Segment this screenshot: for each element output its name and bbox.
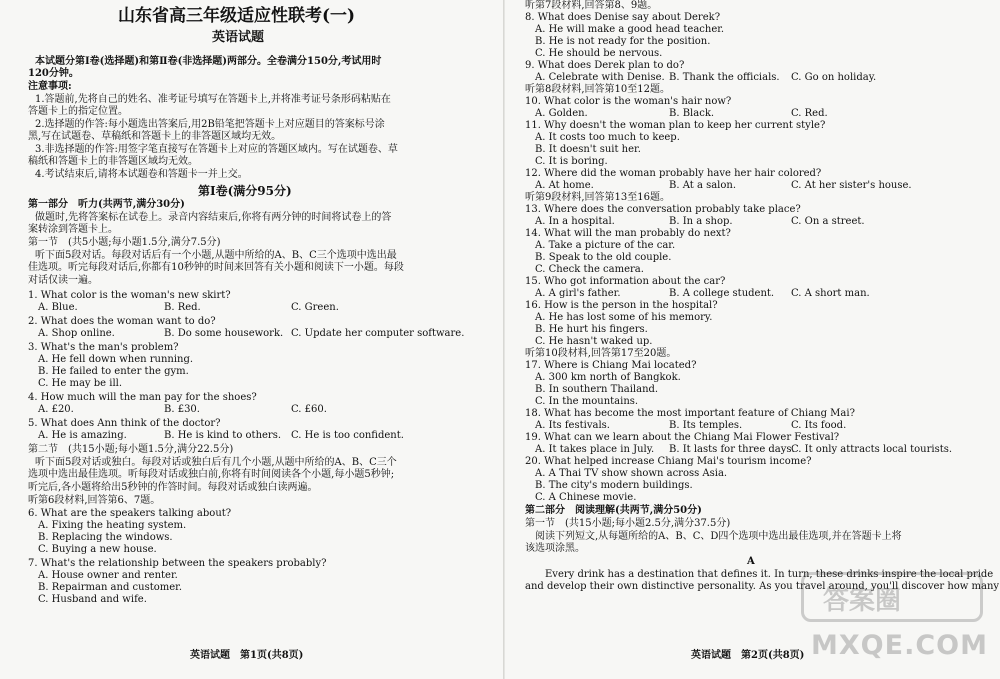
section2-text: 听完后,各小题将给出5秒钟的作答时间。每段对话或独白读两遍。 — [28, 482, 318, 493]
answer-option: C. It is boring. — [535, 156, 608, 167]
answer-option: B. He hurt his fingers. — [535, 324, 648, 335]
answer-option: C. Its food. — [791, 420, 847, 431]
answer-option: C. Red. — [791, 108, 828, 119]
answer-option: A. A Thai TV show shown across Asia. — [535, 468, 728, 479]
material-heading: 听第7段材料,回答第8、9题。 — [525, 0, 658, 11]
answer-option: B. £30. — [164, 404, 200, 415]
question-stem: 1. What color is the woman's new skirt? — [28, 290, 231, 301]
notice-heading: 注意事项: — [28, 81, 72, 92]
intro-line: 本试题分第Ⅰ卷(选择题)和第Ⅱ卷(非选择题)两部分。全卷满分150分,考试用时 — [35, 56, 382, 67]
answer-option: B. Thank the officials. — [669, 72, 780, 83]
answer-option: A. It takes place in July. — [535, 444, 655, 455]
answer-option: A. Its festivals. — [535, 420, 610, 431]
watermark-logo: 答案圈 — [823, 586, 902, 616]
answer-option: A. At home. — [535, 180, 594, 191]
answer-option: A. House owner and renter. — [38, 570, 178, 581]
question-stem: 18. What has become the most important feature of Chiang Mai? — [525, 408, 855, 419]
section2-text: 听下面5段对话或独白。每段对话或独白后有几个小题,从题中所给的A、B、C三个 — [35, 457, 397, 468]
answer-option: A. It costs too much to keep. — [535, 132, 680, 143]
answer-option: B. At a salon. — [669, 180, 737, 191]
notice-line: 4.考试结束后,请将本试题卷和答题卡一并上交。 — [35, 169, 248, 180]
answer-option: B. Do some housework. — [164, 328, 284, 339]
watermark-url: MXQE.COM — [811, 630, 988, 661]
material-heading: 听第8段材料,回答第10至12题。 — [525, 84, 670, 95]
answer-option: B. Replacing the windows. — [38, 532, 173, 543]
part1-heading: 第一部分 听力(共两节,满分30分) — [28, 199, 185, 210]
answer-option: C. He may be ill. — [38, 378, 123, 389]
section1-heading: 第一节 (共5小题;每小题1.5分,满分7.5分) — [28, 237, 221, 248]
answer-option: B. Its temples. — [669, 420, 743, 431]
section1-text: 对话仅读一遍。 — [28, 275, 98, 286]
material-heading: 听第9段材料,回答第13至16题。 — [525, 192, 670, 203]
notice-line: 1.答题前,先将自己的姓名、准考证号填写在答题卡上,并将准考证号条形码粘贴在 — [35, 94, 391, 105]
question-stem: 16. How is the person in the hospital? — [525, 300, 718, 311]
question-stem: 20. What helped increase Chiang Mai's tourism income? — [525, 456, 812, 467]
question-stem: 11. Why doesn't the woman plan to keep her current style? — [525, 120, 826, 131]
answer-option: A. He has lost some of his memory. — [535, 312, 713, 323]
passage-label: A — [747, 556, 755, 567]
answer-option: A. Fixing the heating system. — [38, 520, 187, 531]
notice-line: 答题卡上的指定位置。 — [28, 106, 128, 117]
answer-option: B. A college student. — [669, 288, 775, 299]
page-footer: 英语试题 第2页(共8页) — [691, 650, 805, 661]
answer-option: A. In a hospital. — [535, 216, 615, 227]
part2-heading: 第二部分 阅读理解(共两节,满分50分) — [525, 505, 702, 516]
answer-option: A. Celebrate with Denise. — [535, 72, 665, 83]
question-stem: 3. What's the man's problem? — [28, 342, 179, 353]
part2-text: 阅读下列短文,从每题所给的A、B、C、D四个选项中选出最佳选项,并在答题卡上将 — [535, 531, 902, 542]
question-stem: 9. What does Derek plan to do? — [525, 60, 685, 71]
page-footer: 英语试题 第1页(共8页) — [190, 650, 304, 661]
section1-text: 佳选项。听完每段对话后,你都有10秒钟的时间来回答有关小题和阅读下一小题。每段 — [28, 262, 404, 273]
question-stem: 7. What's the relationship between the speakers probably? — [28, 558, 327, 569]
exam-title: 山东省高三年级适应性联考(一) — [118, 6, 356, 26]
answer-option: A. He will make a good head teacher. — [535, 24, 725, 35]
question-stem: 2. What does the woman want to do? — [28, 316, 216, 327]
answer-option: C. A Chinese movie. — [535, 492, 637, 503]
question-stem: 8. What does Denise say about Derek? — [525, 12, 721, 23]
answer-option: C. It only attracts local tourists. — [791, 444, 953, 455]
question-stem: 14. What will the man probably do next? — [525, 228, 731, 239]
answer-option: C. £60. — [291, 404, 327, 415]
part1-text: 案转涂到答题卡上。 — [28, 224, 118, 235]
answer-option: B. Repairman and customer. — [38, 582, 183, 593]
answer-option: B. It doesn't suit her. — [535, 144, 641, 155]
answer-option: C. He should be nervous. — [535, 48, 663, 59]
answer-option: C. Check the camera. — [535, 264, 644, 275]
answer-option: B. He is kind to others. — [164, 430, 282, 441]
section1-text: 听下面5段对话。每段对话后有一个小题,从题中所给的A、B、C三个选项中选出最 — [35, 250, 397, 261]
answer-option: B. It lasts for three days. — [669, 444, 795, 455]
passage-line: Every drink has a destination that defines it. In turn, these drinks inspire the local pride — [545, 569, 994, 580]
notice-line: 稿纸和答题卡上的非答题区域均无效。 — [28, 156, 198, 167]
answer-option: C. A short man. — [791, 288, 870, 299]
answer-option: B. In southern Thailand. — [535, 384, 659, 395]
notice-line: 2.选择题的作答:每小题选出答案后,用2B铅笔把答题卡上对应题目的答案标号涂 — [35, 119, 385, 130]
answer-option: C. Husband and wife. — [38, 594, 147, 605]
answer-option: C. In the mountains. — [535, 396, 639, 407]
question-stem: 13. Where does the conversation probably take place? — [525, 204, 801, 215]
exam-subject: 英语试题 — [212, 30, 265, 45]
question-stem: 12. Where did the woman probably have her hair colored? — [525, 168, 822, 179]
answer-option: A. Take a picture of the car. — [535, 240, 676, 251]
answer-option: B. Speak to the old couple. — [535, 252, 672, 263]
section2-heading: 第二节 (共15小题;每小题1.5分,满分22.5分) — [28, 444, 234, 455]
answer-option: A. Golden. — [535, 108, 588, 119]
answer-option: C. At her sister's house. — [791, 180, 912, 191]
answer-option: A. A girl's father. — [535, 288, 621, 299]
question-stem: 6. What are the speakers talking about? — [28, 508, 232, 519]
answer-option: B. The city's modern buildings. — [535, 480, 693, 491]
answer-option: C. Update her computer software. — [291, 328, 465, 339]
part2-text: 该选项涂黑。 — [525, 543, 585, 554]
intro-line: 120分钟。 — [28, 68, 79, 79]
answer-option: C. He hasn't waked up. — [535, 336, 653, 347]
material-heading: 听第10段材料,回答第17至20题。 — [525, 348, 677, 359]
answer-option: A. 300 km north of Bangkok. — [535, 372, 681, 383]
part2-section-heading: 第一节 (共15小题;每小题2.5分,满分37.5分) — [525, 518, 731, 529]
notice-line: 黑,写在试题卷、草稿纸和答题卡上的非答题区域均无效。 — [28, 131, 282, 142]
answer-option: A. Shop online. — [38, 328, 115, 339]
question-stem: 17. Where is Chiang Mai located? — [525, 360, 697, 371]
exam-page-right — [505, 0, 1000, 679]
question-stem: 19. What can we learn about the Chiang Mai Flower Festival? — [525, 432, 840, 443]
answer-option: C. Go on holiday. — [791, 72, 877, 83]
question-stem: 5. What does Ann think of the doctor? — [28, 418, 221, 429]
material-heading: 听第6段材料,回答第6、7题。 — [28, 495, 161, 506]
answer-option: A. Blue. — [38, 302, 78, 313]
answer-option: B. Black. — [669, 108, 715, 119]
answer-option: A. He fell down when running. — [38, 354, 194, 365]
notice-line: 3.非选择题的作答:用签字笔直接写在答题卡上对应的答题区域内。写在试题卷、草 — [35, 144, 398, 155]
answer-option: A. He is amazing. — [38, 430, 127, 441]
answer-option: B. He is not ready for the position. — [535, 36, 711, 47]
volume-heading: 第Ⅰ卷(满分95分) — [198, 184, 292, 198]
part1-text: 做题时,先将答案标在试卷上。录音内容结束后,你将有两分钟的时间将试卷上的答 — [35, 212, 392, 223]
section2-text: 选项中选出最佳选项。听每段对话或独白前,你将有时间阅读各个小题,每小题5秒钟; — [28, 469, 395, 480]
answer-option: C. On a street. — [791, 216, 865, 227]
answer-option: B. He failed to enter the gym. — [38, 366, 189, 377]
answer-option: B. Red. — [164, 302, 201, 313]
answer-option: A. £20. — [38, 404, 74, 415]
question-stem: 10. What color is the woman's hair now? — [525, 96, 732, 107]
answer-option: B. In a shop. — [669, 216, 733, 227]
passage-line: and develop their own distinctive personality. As you travel around, you'll discover how many — [525, 581, 1000, 592]
answer-option: C. Buying a new house. — [38, 544, 157, 555]
question-stem: 4. How much will the man pay for the shoes? — [28, 392, 257, 403]
answer-option: C. Green. — [291, 302, 339, 313]
answer-option: C. He is too confident. — [291, 430, 404, 441]
question-stem: 15. Who got information about the car? — [525, 276, 726, 287]
